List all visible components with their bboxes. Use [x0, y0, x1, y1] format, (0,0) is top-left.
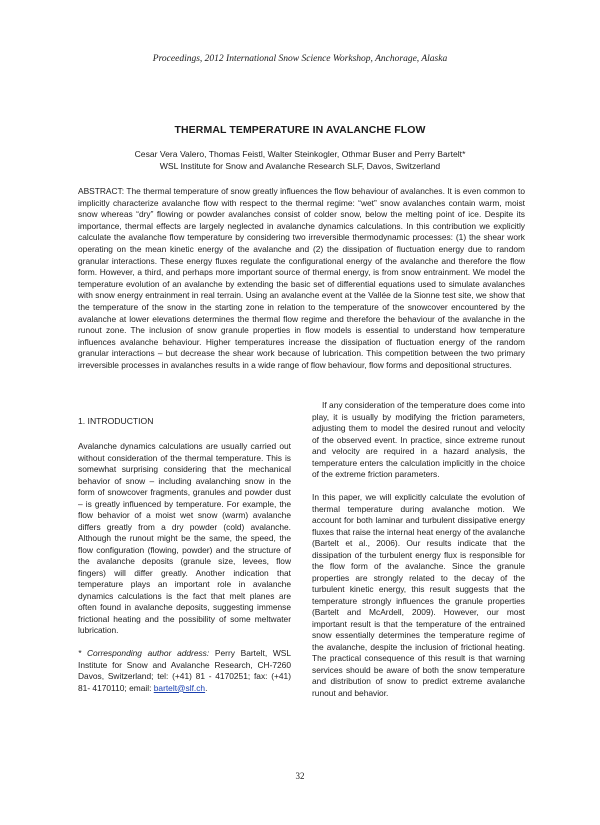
paper-title: THERMAL TEMPERATURE IN AVALANCHE FLOW [174, 124, 426, 136]
intro-paragraph-1: Avalanche dynamics calculations are usually carried out without consideration of the thermal temperature. This is somewhat surprising considering that the mechanical behavior of snow – including avalanching snow in the form of snowcover fragments, granules and powder dust – is greatly influenced by temperature. For example, the flow behavior of a moist wet snow (warm) avalanche differs greatly from a dry powder (cold) avalanche. Although the runout might be the same, the speed, the flow configuration (flowing, powder) and the structure of the avalanche deposits (granule size, levees, flow fingers) will differ greatly. Another indication that temperature plays an important role in avalanche dynamics calculations is the fact that melt planes are often found in avalanche deposits, suggesting immense frictional heating and the possibility of some meltwater lubrication. [78, 441, 291, 635]
footnote-text: Perry Bartelt, WSL Institute for Snow and Avalanche Research, CH-7260 Davos, Switzerland; tel: (+41) 81 - 4170251; fax: (+41) 81- 4170110; email: [78, 648, 292, 693]
right-column [312, 400, 525, 699]
section-heading-introduction: 1. INTRODUCTION [78, 416, 154, 426]
author-list: Cesar Vera Valero, Thomas Feistl, Walter Steinkogler, Othmar Buser and Perry Bartelt* [134, 149, 466, 159]
page-number: 32 [295, 771, 305, 781]
affiliation: WSL Institute for Snow and Avalanche Research SLF, Davos, Switzerland [159, 160, 441, 171]
footnote [78, 648, 291, 694]
footnote-end: . [205, 682, 208, 693]
author-block [0, 149, 600, 172]
right-paragraph-1: If any consideration of the temperature does come into play, it is usually by modifying the friction parameters, adjusting them to model the desired runout and velocity of the observed event. In practice, since extreme runout and velocity are required in a hazard analysis, the temperature enters the calculation implicitly in the choice of the extreme friction parameters. [312, 400, 525, 479]
left-column [78, 441, 291, 694]
footnote-label: * Corresponding author address: [78, 648, 210, 658]
abstract: ABSTRACT: The thermal temperature of snow greatly influences the flow behaviour of avalanches. It is even common to implicitly characterize avalanche flow with respect to the thermal regime: “wet” snow avalanches contain warm, moist snow whereas “dry” flowing or powder avalanches consist of colder snow, below the melting point of ice. Despite its importance, thermal effects are largely neglected in avalanche dynamics calculations. In this contribution we explicitly calculate the avalanche flow temperature by considering two irreversible thermodynamic processes: (1) the shear work operating on the mean kinetic energy of the avalanche and (2) the dissipation of fluctuation energy due to random granular interactions. These energy fluxes regulate the configurational energy of the avalanche and therefore the flow form. However, a third, and perhaps more important source of thermal energy, is from snow entrainment. We model the temperature evolution of an avalanche by extending the basic set of differential equations used to simulate avalanches with snow energy entrainment in real terrain. Using an avalanche event at the Vallée de la Sionne test site, we show that the temperature of the snow in the starting zone in relation to the temperature of the snowcover encountered by the avalanche at lower elevations determines the thermal flow regime and therefore the behaviour of the avalanche in the runout zone. The inclusion of snow granule properties in flow models is essential to understand how temperature influences avalanche behaviour. Higher temperatures increase the dissipation of fluctuation energy of the random granular interactions – but decrease the shear work because of lubrication. This competition between the two primary irreversible processes in avalanches results in a wide range of flow behaviour, flow forms and depositional structures. [78, 186, 525, 370]
right-paragraph-2: In this paper, we will explicitly calculate the evolution of thermal temperature during avalanche motion. We account for both laminar and turbulent dissipative energy fluxes that raise the internal heat energy of the avalanche (Bartelt et al., 2006). Our results indicate that the dissipation of the turbulent energy flux is responsible for the flow form of the avalanche. Since the granule properties are strongly related to the decay of the turbulent kinetic energy, this result suggests that the temperature strongly influences the granule properties (Bartelt and McArdell, 2009). However, our most important result is that the temperature of the entrained snow essentially determines the temperature regime of the avalanche, despite the inclusion of frictional heating. The practical consequence of this result is that warning services should be aware of both the snow temperature and distribution of snow to predict extreme avalanche runout and behavior. [312, 492, 525, 698]
running-header: Proceedings, 2012 International Snow Science Workshop, Anchorage, Alaska [152, 54, 448, 64]
email-link[interactable]: bartelt@slf.ch [153, 682, 206, 693]
